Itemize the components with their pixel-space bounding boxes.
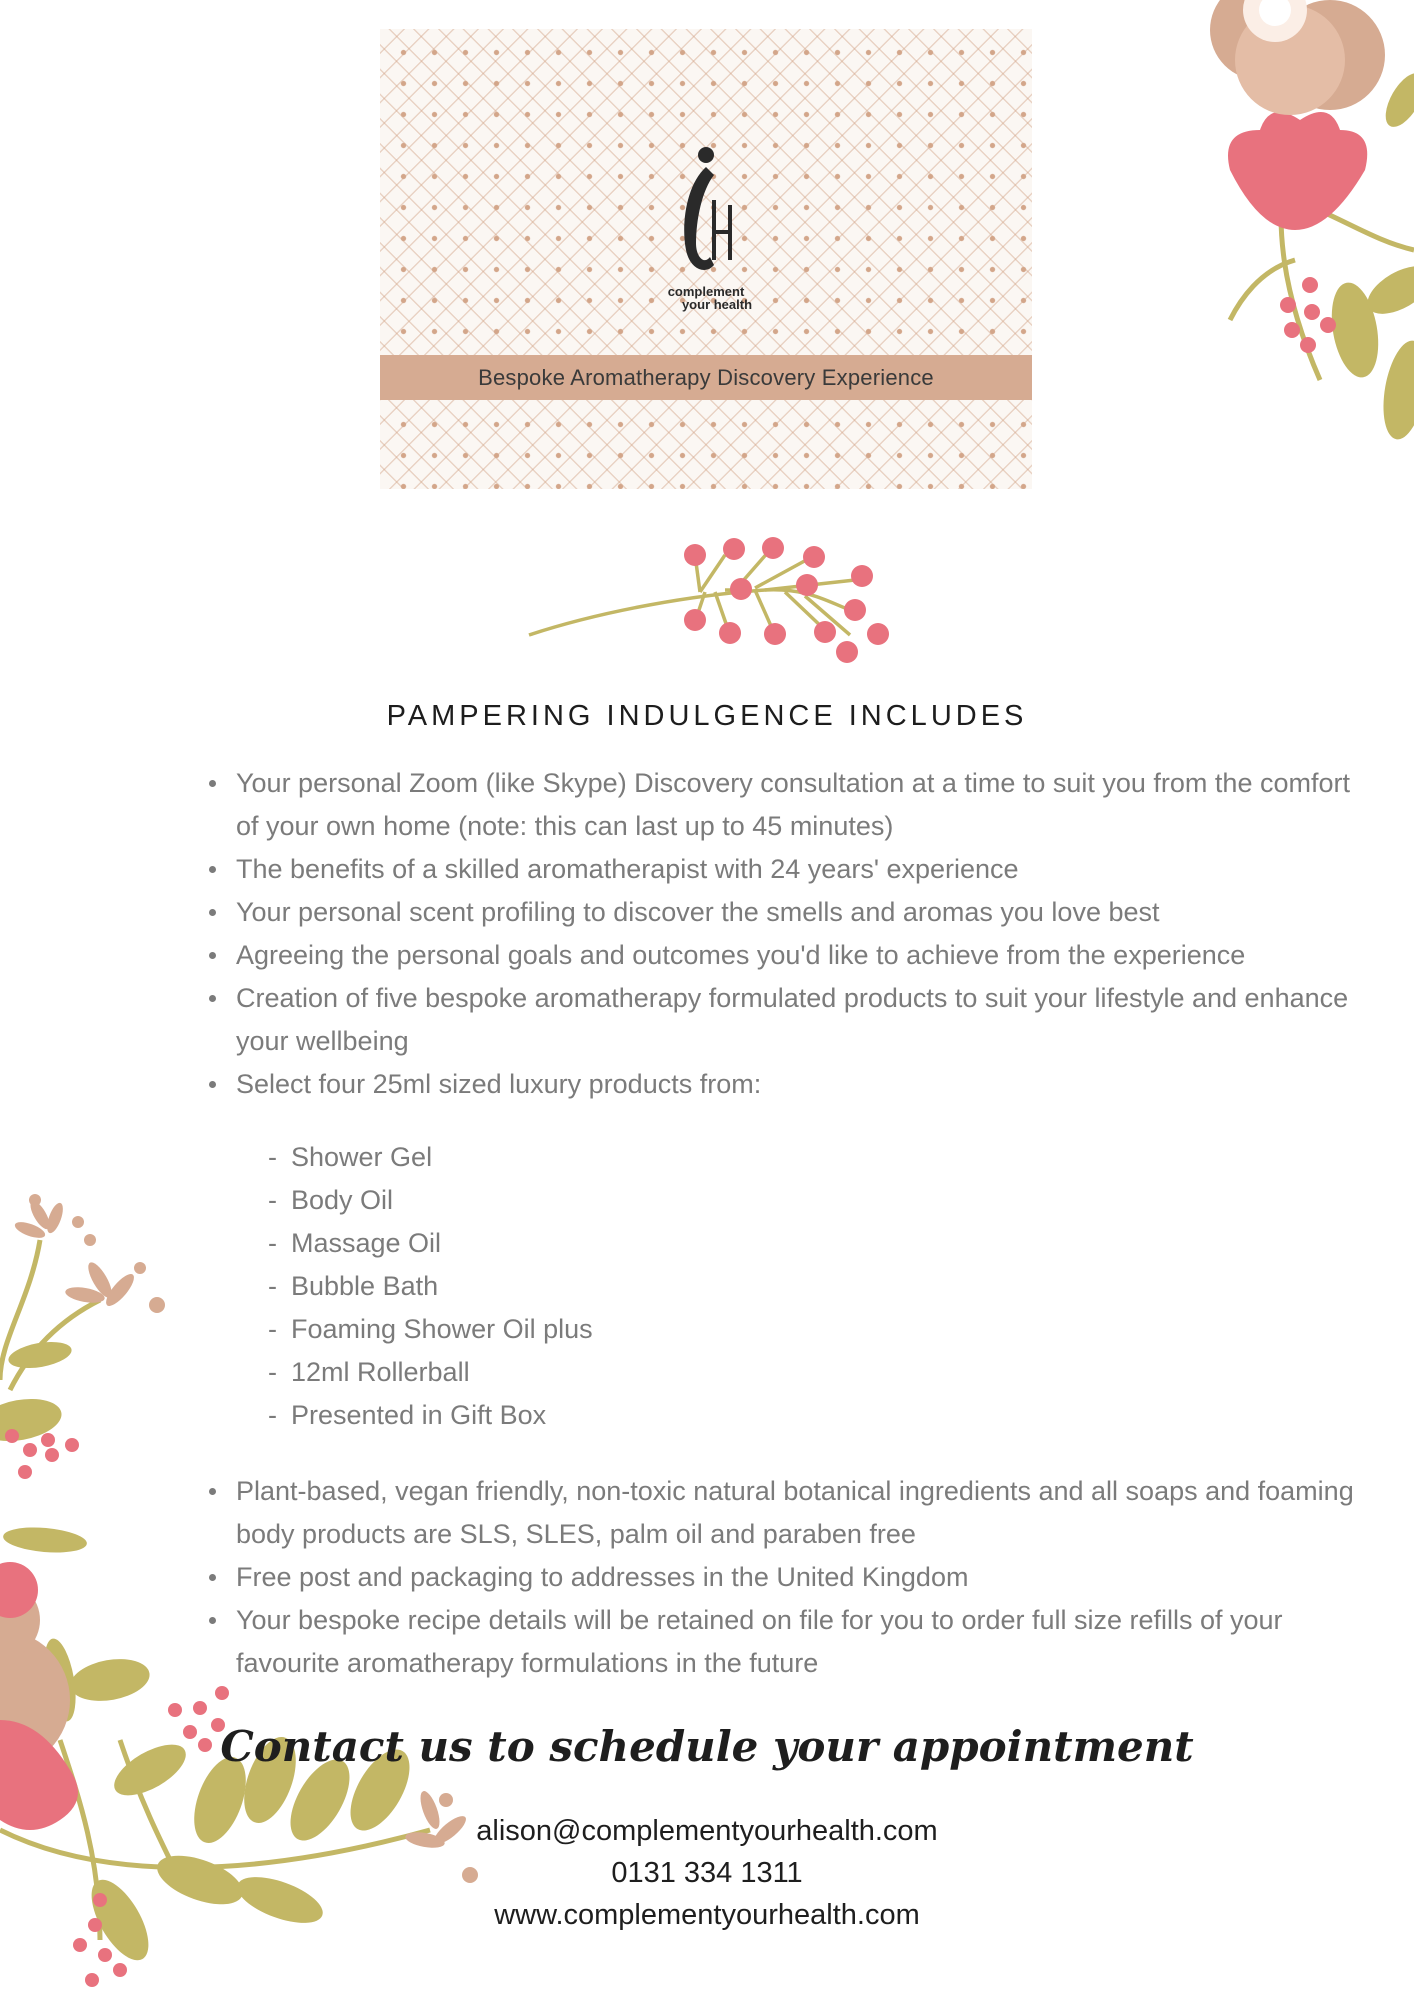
product-option-label: Body Oil xyxy=(291,1185,394,1215)
section-title: PAMPERING INDULGENCE INCLUDES xyxy=(386,700,1028,732)
product-option-item: - Presented in Gift Box xyxy=(268,1400,547,1430)
product-option-label: Foaming Shower Oil plus xyxy=(291,1314,593,1344)
banner-title: Bespoke Aromatherapy Discovery Experience xyxy=(478,364,934,390)
list-item: Your bespoke recipe details will be retained on file for you to order full size refills of your favourite aromatherapy formulations in the future xyxy=(236,1599,1356,1685)
list-item: Plant-based, vegan friendly, non-toxic natural botanical ingredients and all soaps and foaming body products are SLS, SLES, palm oil and paraben free xyxy=(236,1470,1356,1556)
product-option-item: - Shower Gel xyxy=(268,1142,433,1172)
list-item: Your personal Zoom (like Skype) Discovery consultation at a time to suit you from the comfort of your own home (note: this can last up to 45 minutes) xyxy=(236,762,1356,848)
product-option-label: Presented in Gift Box xyxy=(291,1400,547,1430)
contact-email-link[interactable]: alison@complementyourhealth.com xyxy=(476,1815,938,1847)
berry-sprig-decoration xyxy=(525,530,895,670)
contact-phone-number[interactable]: 0131 334 1311 xyxy=(611,1857,803,1889)
product-option-item: - Bubble Bath xyxy=(268,1271,439,1301)
list-item: Your personal scent profiling to discover the smells and aromas you love best xyxy=(236,891,1356,934)
logo-text-line2: your health xyxy=(681,297,753,312)
contact-website-link[interactable]: www.complementyourhealth.com xyxy=(494,1899,920,1931)
list-item: Free post and packaging to addresses in the United Kingdom xyxy=(236,1556,1356,1599)
product-option-label: Massage Oil xyxy=(291,1228,442,1258)
product-option-label: Bubble Bath xyxy=(291,1271,439,1301)
product-option-item: - Foaming Shower Oil plus xyxy=(268,1314,593,1344)
list-item: Select four 25ml sized luxury products from: xyxy=(236,1063,1356,1106)
product-option-item: - 12ml Rollerball xyxy=(268,1357,470,1387)
title-banner xyxy=(380,355,1032,400)
list-item: The benefits of a skilled aromatherapist with 24 years' experience xyxy=(236,848,1356,891)
top-right-flower-decoration xyxy=(1150,0,1414,460)
product-option-item: - Body Oil xyxy=(268,1185,394,1215)
brand-logo xyxy=(380,145,1032,311)
contact-heading: Contact us to schedule your appointment xyxy=(220,1722,1194,1771)
inclusions-list xyxy=(236,762,1356,1106)
product-option-label: Shower Gel xyxy=(291,1142,433,1172)
product-option-label: 12ml Rollerball xyxy=(291,1357,470,1387)
product-option-item: - Massage Oil xyxy=(268,1228,442,1258)
header-card xyxy=(380,29,1032,489)
list-item: Creation of five bespoke aromatherapy formulated products to suit your lifestyle and enhance your wellbeing xyxy=(236,977,1356,1063)
list-item: Agreeing the personal goals and outcomes you'd like to achieve from the experience xyxy=(236,934,1356,977)
logo-text-line1: complement xyxy=(667,284,745,299)
brand-logo-mark xyxy=(666,145,746,285)
